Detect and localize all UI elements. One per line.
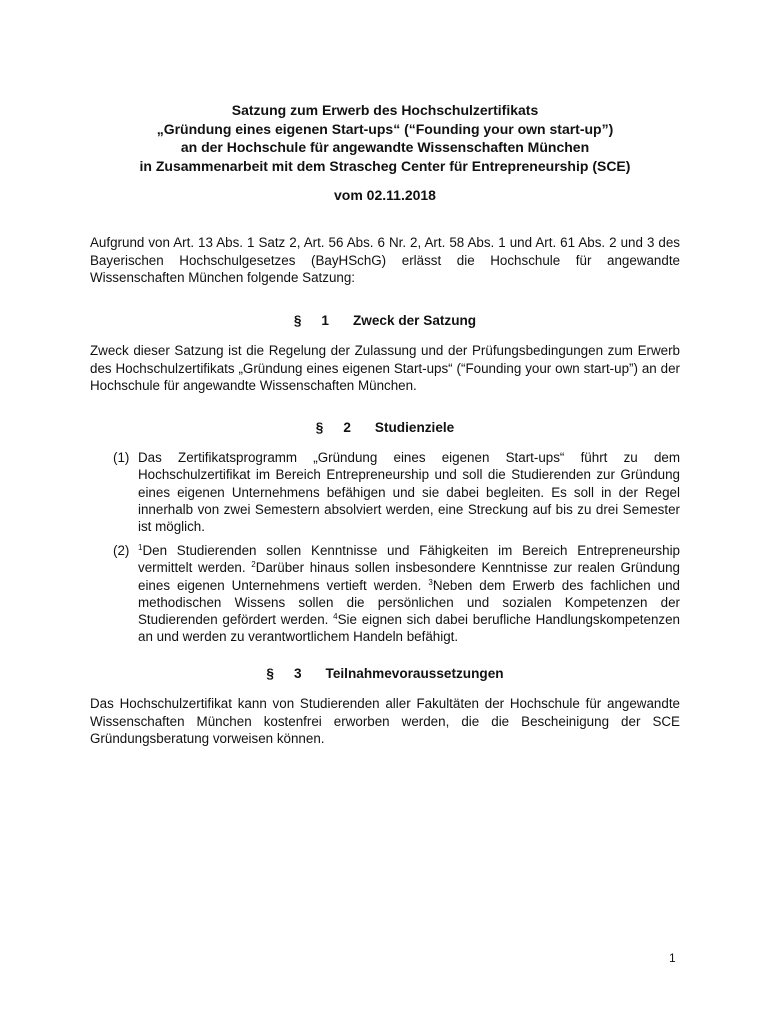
document-date: vom 02.11.2018 xyxy=(334,187,436,203)
section-2-item-1 xyxy=(113,449,680,535)
sentence-number: 1 xyxy=(138,543,143,552)
item-marker: (2) xyxy=(113,543,130,558)
item-marker: (1) xyxy=(113,450,130,465)
section-symbol: § xyxy=(266,666,274,681)
section-title: Studienziele xyxy=(374,420,455,435)
section-2-heading xyxy=(0,420,770,435)
sentence-number: 4 xyxy=(333,612,338,622)
item-text: Das Zertifikatsprogramm „Gründung eines eigenen Start-ups“ führt zu dem Hochschulzertifikat im Bereich Entrepreneurship und soll die Studierenden zur Gründung eines eigenen Unternehmens befähigen und sie dabei begleiten. Es soll in der Regel innerhalb von zwei Semestern absolviert werden, eine Streckung auf bis zu drei Semester ist möglich. xyxy=(138,450,680,535)
section-3-heading xyxy=(0,666,770,681)
section-1-paragraph: Zweck dieser Satzung ist die Regelung der Zulassung und der Prüfungsbedingungen zum Erwerb des Hochschulzertifikats „Gründung eines eigenen Start-ups“ (“Founding your own start-up”) an der Hochschule für angewandte Wissenschaften München. xyxy=(90,343,680,393)
section-symbol: § xyxy=(315,420,324,435)
sentence-2: Darüber hinaus sollen insbesondere Kenntnisse zur realen Gründung eines eigenen Unternehmens vertieft werden. xyxy=(138,560,680,593)
section-number: 3 xyxy=(293,666,302,681)
title-line-4: in Zusammenarbeit mit dem Strascheg Center für Entrepreneurship (SCE) xyxy=(139,157,631,174)
section-1-heading xyxy=(0,313,770,328)
title-line-2: „Gründung eines eigenen Start-ups“ (“Founding your own start-up”) xyxy=(156,120,614,137)
item-text xyxy=(138,542,680,646)
sentence-number: 3 xyxy=(428,577,433,587)
sentence-4: Sie eignen sich dabei berufliche Handlungskompetenzen an und werden zu verantwortlichem Handeln befähigt. xyxy=(138,612,680,645)
page-number: 1 xyxy=(669,951,676,965)
section-2-item-2 xyxy=(113,542,680,646)
sentence-1: Den Studierenden sollen Kenntnisse und Fähigkeiten im Bereich Entrepreneurship vermittelt werden. xyxy=(138,543,680,576)
title-line-3: an der Hochschule für angewandte Wissenschaften München xyxy=(180,139,590,155)
section-symbol: § xyxy=(293,313,302,328)
section-3-paragraph: Das Hochschulzertifikat kann von Studierenden aller Fakultäten der Hochschule für angewandte Wissenschaften München kostenfrei erworben werden, die die Bescheinigung der SCE Gründungsberatung vorweisen können. xyxy=(90,696,680,746)
sentence-number: 2 xyxy=(251,560,256,570)
section-number: 1 xyxy=(321,313,329,328)
preamble-paragraph: Aufgrund von Art. 13 Abs. 1 Satz 2, Art. 56 Abs. 6 Nr. 2, Art. 58 Abs. 1 und Art. 61 Abs. 2 und 3 des Bayerischen Hochschulgesetzes (BayHSchG) erlässt die Hochschule für angewandte Wissenschaften München folgende Satzung: xyxy=(90,235,680,285)
section-title: Zweck der Satzung xyxy=(352,313,477,328)
sentence-3: Neben dem Erwerb des fachlichen und methodischen Wissens sollen die persönlichen und sozialen Kompetenzen der Studierenden gefördert werden. xyxy=(138,577,680,628)
document-title xyxy=(0,101,770,175)
section-number: 2 xyxy=(343,420,351,435)
section-title: Teilnahmevoraussetzungen xyxy=(325,666,504,681)
title-line-1: Satzung zum Erwerb des Hochschulzertifikats xyxy=(231,102,539,118)
